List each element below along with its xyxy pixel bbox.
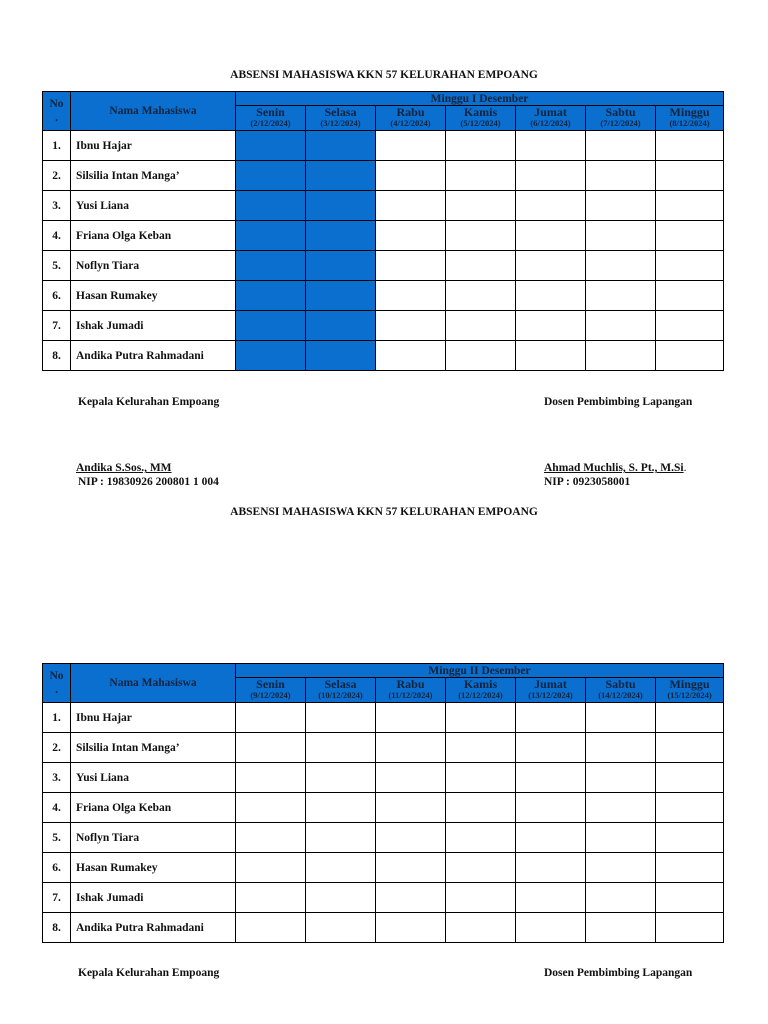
right-signatory-title-2: Dosen Pembimbing Lapangan	[544, 967, 693, 979]
right-signatory-nip: NIP : 0923058001	[544, 476, 631, 488]
attendance-cell-senin	[236, 763, 306, 793]
attendance-cell-jumat	[516, 221, 586, 251]
student-name: Yusi Liana	[71, 191, 236, 221]
attendance-cell-jumat	[516, 823, 586, 853]
attendance-cell-senin	[236, 733, 306, 763]
day-name: Rabu	[396, 677, 425, 691]
attendance-cell-senin-filled	[236, 221, 306, 251]
attendance-cell-sabtu	[586, 733, 656, 763]
attendance-cell-senin	[236, 793, 306, 823]
day-name: Sabtu	[605, 677, 636, 691]
attendance-cell-selasa	[306, 763, 376, 793]
attendance-cell-kamis	[446, 131, 516, 161]
attendance-cell-senin	[236, 703, 306, 733]
day-date: (15/12/2024)	[667, 690, 712, 700]
header-day-kamis	[446, 678, 516, 703]
student-number: 2.	[43, 733, 71, 763]
header-student-name: Nama Mahasiswa	[71, 664, 236, 703]
student-row	[43, 883, 724, 913]
student-name: Noflyn Tiara	[71, 251, 236, 281]
attendance-cell-jumat	[516, 161, 586, 191]
attendance-cell-rabu	[376, 853, 446, 883]
student-number: 8.	[43, 341, 71, 371]
attendance-cell-rabu	[376, 703, 446, 733]
header-week: Minggu II Desember	[236, 664, 724, 678]
day-name: Kamis	[463, 677, 498, 691]
header-day-sabtu	[586, 106, 656, 131]
attendance-cell-minggu	[656, 913, 724, 943]
header-day-sabtu	[586, 678, 656, 703]
attendance-cell-selasa	[306, 793, 376, 823]
attendance-cell-minggu	[656, 823, 724, 853]
attendance-cell-kamis	[446, 853, 516, 883]
student-name: Silsilia Intan Manga’	[71, 161, 236, 191]
header-day-kamis	[446, 106, 516, 131]
day-date: (8/12/2024)	[669, 118, 710, 128]
student-row	[43, 793, 724, 823]
header-week: Minggu I Desember	[236, 92, 724, 106]
header-day-minggu	[656, 678, 724, 703]
student-number: 4.	[43, 793, 71, 823]
attendance-cell-jumat	[516, 191, 586, 221]
attendance-cell-sabtu	[586, 341, 656, 371]
attendance-cell-kamis	[446, 913, 516, 943]
attendance-cell-senin-filled	[236, 281, 306, 311]
attendance-cell-kamis	[446, 191, 516, 221]
attendance-cell-minggu	[656, 733, 724, 763]
attendance-cell-minggu	[656, 341, 724, 371]
attendance-cell-senin	[236, 913, 306, 943]
attendance-cell-jumat	[516, 793, 586, 823]
attendance-cell-kamis	[446, 221, 516, 251]
attendance-cell-jumat	[516, 251, 586, 281]
student-name: Ishak Jumadi	[71, 311, 236, 341]
student-number: 2.	[43, 161, 71, 191]
attendance-cell-senin-filled	[236, 341, 306, 371]
student-row	[43, 221, 724, 251]
attendance-cell-sabtu	[586, 161, 656, 191]
attendance-cell-rabu	[376, 733, 446, 763]
student-name: Andika Putra Rahmadani	[71, 341, 236, 371]
student-number: 8.	[43, 913, 71, 943]
attendance-cell-rabu	[376, 913, 446, 943]
student-row	[43, 341, 724, 371]
document-title: ABSENSI MAHASISWA KKN 57 KELURAHAN EMPOANG	[230, 69, 538, 81]
day-date: (11/12/2024)	[388, 690, 433, 700]
day-name: Rabu	[396, 105, 425, 119]
attendance-cell-selasa	[306, 913, 376, 943]
attendance-cell-jumat	[516, 883, 586, 913]
day-date: (9/12/2024)	[250, 690, 291, 700]
attendance-cell-minggu	[656, 191, 724, 221]
attendance-cell-minggu	[656, 853, 724, 883]
attendance-cell-minggu	[656, 221, 724, 251]
day-name: Jumat	[534, 105, 567, 119]
right-signatory-title: Dosen Pembimbing Lapangan	[544, 396, 693, 408]
student-number: 1.	[43, 703, 71, 733]
attendance-cell-jumat	[516, 763, 586, 793]
right-signatory-name: Ahmad Muchlis, S. Pt., M.Si.	[544, 462, 687, 474]
day-date: (13/12/2024)	[528, 690, 573, 700]
attendance-cell-selasa	[306, 703, 376, 733]
attendance-cell-senin-filled	[236, 161, 306, 191]
student-row	[43, 281, 724, 311]
header-day-selasa	[306, 106, 376, 131]
header-day-selasa	[306, 678, 376, 703]
attendance-cell-minggu	[656, 311, 724, 341]
document-title-2: ABSENSI MAHASISWA KKN 57 KELURAHAN EMPOANG	[230, 506, 538, 518]
attendance-cell-sabtu	[586, 853, 656, 883]
day-name: Sabtu	[605, 105, 636, 119]
student-number: 3.	[43, 763, 71, 793]
student-number: 5.	[43, 251, 71, 281]
student-row	[43, 913, 724, 943]
attendance-cell-rabu	[376, 281, 446, 311]
attendance-table-week-1	[42, 91, 724, 371]
attendance-cell-minggu	[656, 281, 724, 311]
day-date: (7/12/2024)	[600, 118, 641, 128]
student-name: Noflyn Tiara	[71, 823, 236, 853]
attendance-cell-rabu	[376, 763, 446, 793]
student-row	[43, 131, 724, 161]
attendance-cell-selasa-filled	[306, 311, 376, 341]
student-row	[43, 191, 724, 221]
attendance-cell-selasa-filled	[306, 191, 376, 221]
attendance-cell-sabtu	[586, 703, 656, 733]
attendance-cell-selasa-filled	[306, 131, 376, 161]
attendance-cell-kamis	[446, 251, 516, 281]
student-number: 7.	[43, 883, 71, 913]
attendance-cell-kamis	[446, 793, 516, 823]
attendance-cell-senin-filled	[236, 311, 306, 341]
attendance-cell-sabtu	[586, 883, 656, 913]
day-name: Jumat	[534, 677, 567, 691]
day-date: (14/12/2024)	[598, 690, 643, 700]
day-name: Kamis	[463, 105, 498, 119]
attendance-cell-rabu	[376, 131, 446, 161]
student-row	[43, 703, 724, 733]
attendance-cell-jumat	[516, 341, 586, 371]
day-name: Minggu	[669, 105, 710, 119]
attendance-cell-rabu	[376, 221, 446, 251]
attendance-cell-jumat	[516, 853, 586, 883]
header-no: No .	[43, 92, 71, 131]
header-day-senin	[236, 678, 306, 703]
attendance-cell-rabu	[376, 191, 446, 221]
day-date: (12/12/2024)	[458, 690, 503, 700]
header-day-rabu	[376, 678, 446, 703]
attendance-cell-minggu	[656, 251, 724, 281]
attendance-cell-rabu	[376, 251, 446, 281]
attendance-cell-selasa-filled	[306, 281, 376, 311]
day-date: (3/12/2024)	[320, 118, 361, 128]
attendance-cell-senin-filled	[236, 131, 306, 161]
left-signatory-title: Kepala Kelurahan Empoang	[78, 396, 220, 408]
attendance-cell-kamis	[446, 733, 516, 763]
attendance-cell-sabtu	[586, 823, 656, 853]
day-name: Minggu	[669, 677, 710, 691]
left-signatory-title-2: Kepala Kelurahan Empoang	[78, 967, 220, 979]
left-signatory-nip: NIP : 19830926 200801 1 004	[78, 476, 219, 488]
attendance-cell-kamis	[446, 341, 516, 371]
student-row	[43, 823, 724, 853]
attendance-cell-sabtu	[586, 311, 656, 341]
attendance-cell-rabu	[376, 341, 446, 371]
student-row	[43, 311, 724, 341]
student-row	[43, 763, 724, 793]
day-name: Selasa	[324, 105, 357, 119]
student-name: Ibnu Hajar	[71, 703, 236, 733]
student-number: 6.	[43, 853, 71, 883]
left-signatory-name: Andika S.Sos., MM	[76, 462, 172, 474]
student-number: 6.	[43, 281, 71, 311]
student-number: 1.	[43, 131, 71, 161]
day-date: (2/12/2024)	[250, 118, 291, 128]
attendance-cell-jumat	[516, 311, 586, 341]
attendance-cell-selasa-filled	[306, 221, 376, 251]
header-day-jumat	[516, 678, 586, 703]
student-row	[43, 161, 724, 191]
student-name: Yusi Liana	[71, 763, 236, 793]
attendance-cell-selasa	[306, 883, 376, 913]
attendance-cell-kamis	[446, 703, 516, 733]
student-name: Andika Putra Rahmadani	[71, 913, 236, 943]
attendance-cell-sabtu	[586, 131, 656, 161]
header-day-minggu	[656, 106, 724, 131]
student-name: Ishak Jumadi	[71, 883, 236, 913]
attendance-cell-minggu	[656, 793, 724, 823]
attendance-cell-senin	[236, 883, 306, 913]
attendance-cell-selasa	[306, 853, 376, 883]
attendance-cell-selasa	[306, 733, 376, 763]
day-name: Senin	[256, 105, 285, 119]
header-day-rabu	[376, 106, 446, 131]
attendance-cell-rabu	[376, 161, 446, 191]
attendance-cell-senin	[236, 853, 306, 883]
student-number: 5.	[43, 823, 71, 853]
attendance-cell-rabu	[376, 793, 446, 823]
day-date: (5/12/2024)	[460, 118, 501, 128]
attendance-cell-minggu	[656, 131, 724, 161]
student-row	[43, 853, 724, 883]
attendance-cell-jumat	[516, 733, 586, 763]
attendance-cell-minggu	[656, 703, 724, 733]
attendance-cell-sabtu	[586, 221, 656, 251]
attendance-cell-minggu	[656, 763, 724, 793]
day-name: Selasa	[324, 677, 357, 691]
attendance-cell-sabtu	[586, 793, 656, 823]
student-number: 4.	[43, 221, 71, 251]
student-number: 7.	[43, 311, 71, 341]
student-row	[43, 733, 724, 763]
student-number: 3.	[43, 191, 71, 221]
attendance-cell-jumat	[516, 131, 586, 161]
attendance-cell-sabtu	[586, 281, 656, 311]
attendance-cell-minggu	[656, 161, 724, 191]
student-name: Friana Olga Keban	[71, 221, 236, 251]
header-no: No .	[43, 664, 71, 703]
attendance-table-week-2	[42, 663, 724, 943]
attendance-cell-jumat	[516, 703, 586, 733]
day-name: Senin	[256, 677, 285, 691]
attendance-cell-selasa	[306, 823, 376, 853]
attendance-cell-jumat	[516, 913, 586, 943]
student-name: Ibnu Hajar	[71, 131, 236, 161]
attendance-cell-senin-filled	[236, 251, 306, 281]
attendance-cell-rabu	[376, 311, 446, 341]
attendance-cell-kamis	[446, 281, 516, 311]
student-row	[43, 251, 724, 281]
student-name: Hasan Rumakey	[71, 853, 236, 883]
day-date: (6/12/2024)	[530, 118, 571, 128]
attendance-cell-kamis	[446, 311, 516, 341]
attendance-cell-senin-filled	[236, 191, 306, 221]
attendance-cell-sabtu	[586, 763, 656, 793]
attendance-cell-kamis	[446, 763, 516, 793]
attendance-cell-minggu	[656, 883, 724, 913]
student-name: Silsilia Intan Manga’	[71, 733, 236, 763]
day-date: (10/12/2024)	[318, 690, 363, 700]
header-day-senin	[236, 106, 306, 131]
attendance-cell-kamis	[446, 883, 516, 913]
attendance-cell-sabtu	[586, 191, 656, 221]
attendance-cell-rabu	[376, 823, 446, 853]
attendance-cell-selasa-filled	[306, 251, 376, 281]
attendance-cell-jumat	[516, 281, 586, 311]
student-name: Friana Olga Keban	[71, 793, 236, 823]
attendance-cell-selasa-filled	[306, 341, 376, 371]
attendance-cell-selasa-filled	[306, 161, 376, 191]
day-date: (4/12/2024)	[390, 118, 431, 128]
student-name: Hasan Rumakey	[71, 281, 236, 311]
attendance-cell-rabu	[376, 883, 446, 913]
attendance-cell-kamis	[446, 161, 516, 191]
attendance-cell-kamis	[446, 823, 516, 853]
header-student-name: Nama Mahasiswa	[71, 92, 236, 131]
header-day-jumat	[516, 106, 586, 131]
attendance-cell-sabtu	[586, 251, 656, 281]
attendance-cell-sabtu	[586, 913, 656, 943]
attendance-cell-senin	[236, 823, 306, 853]
